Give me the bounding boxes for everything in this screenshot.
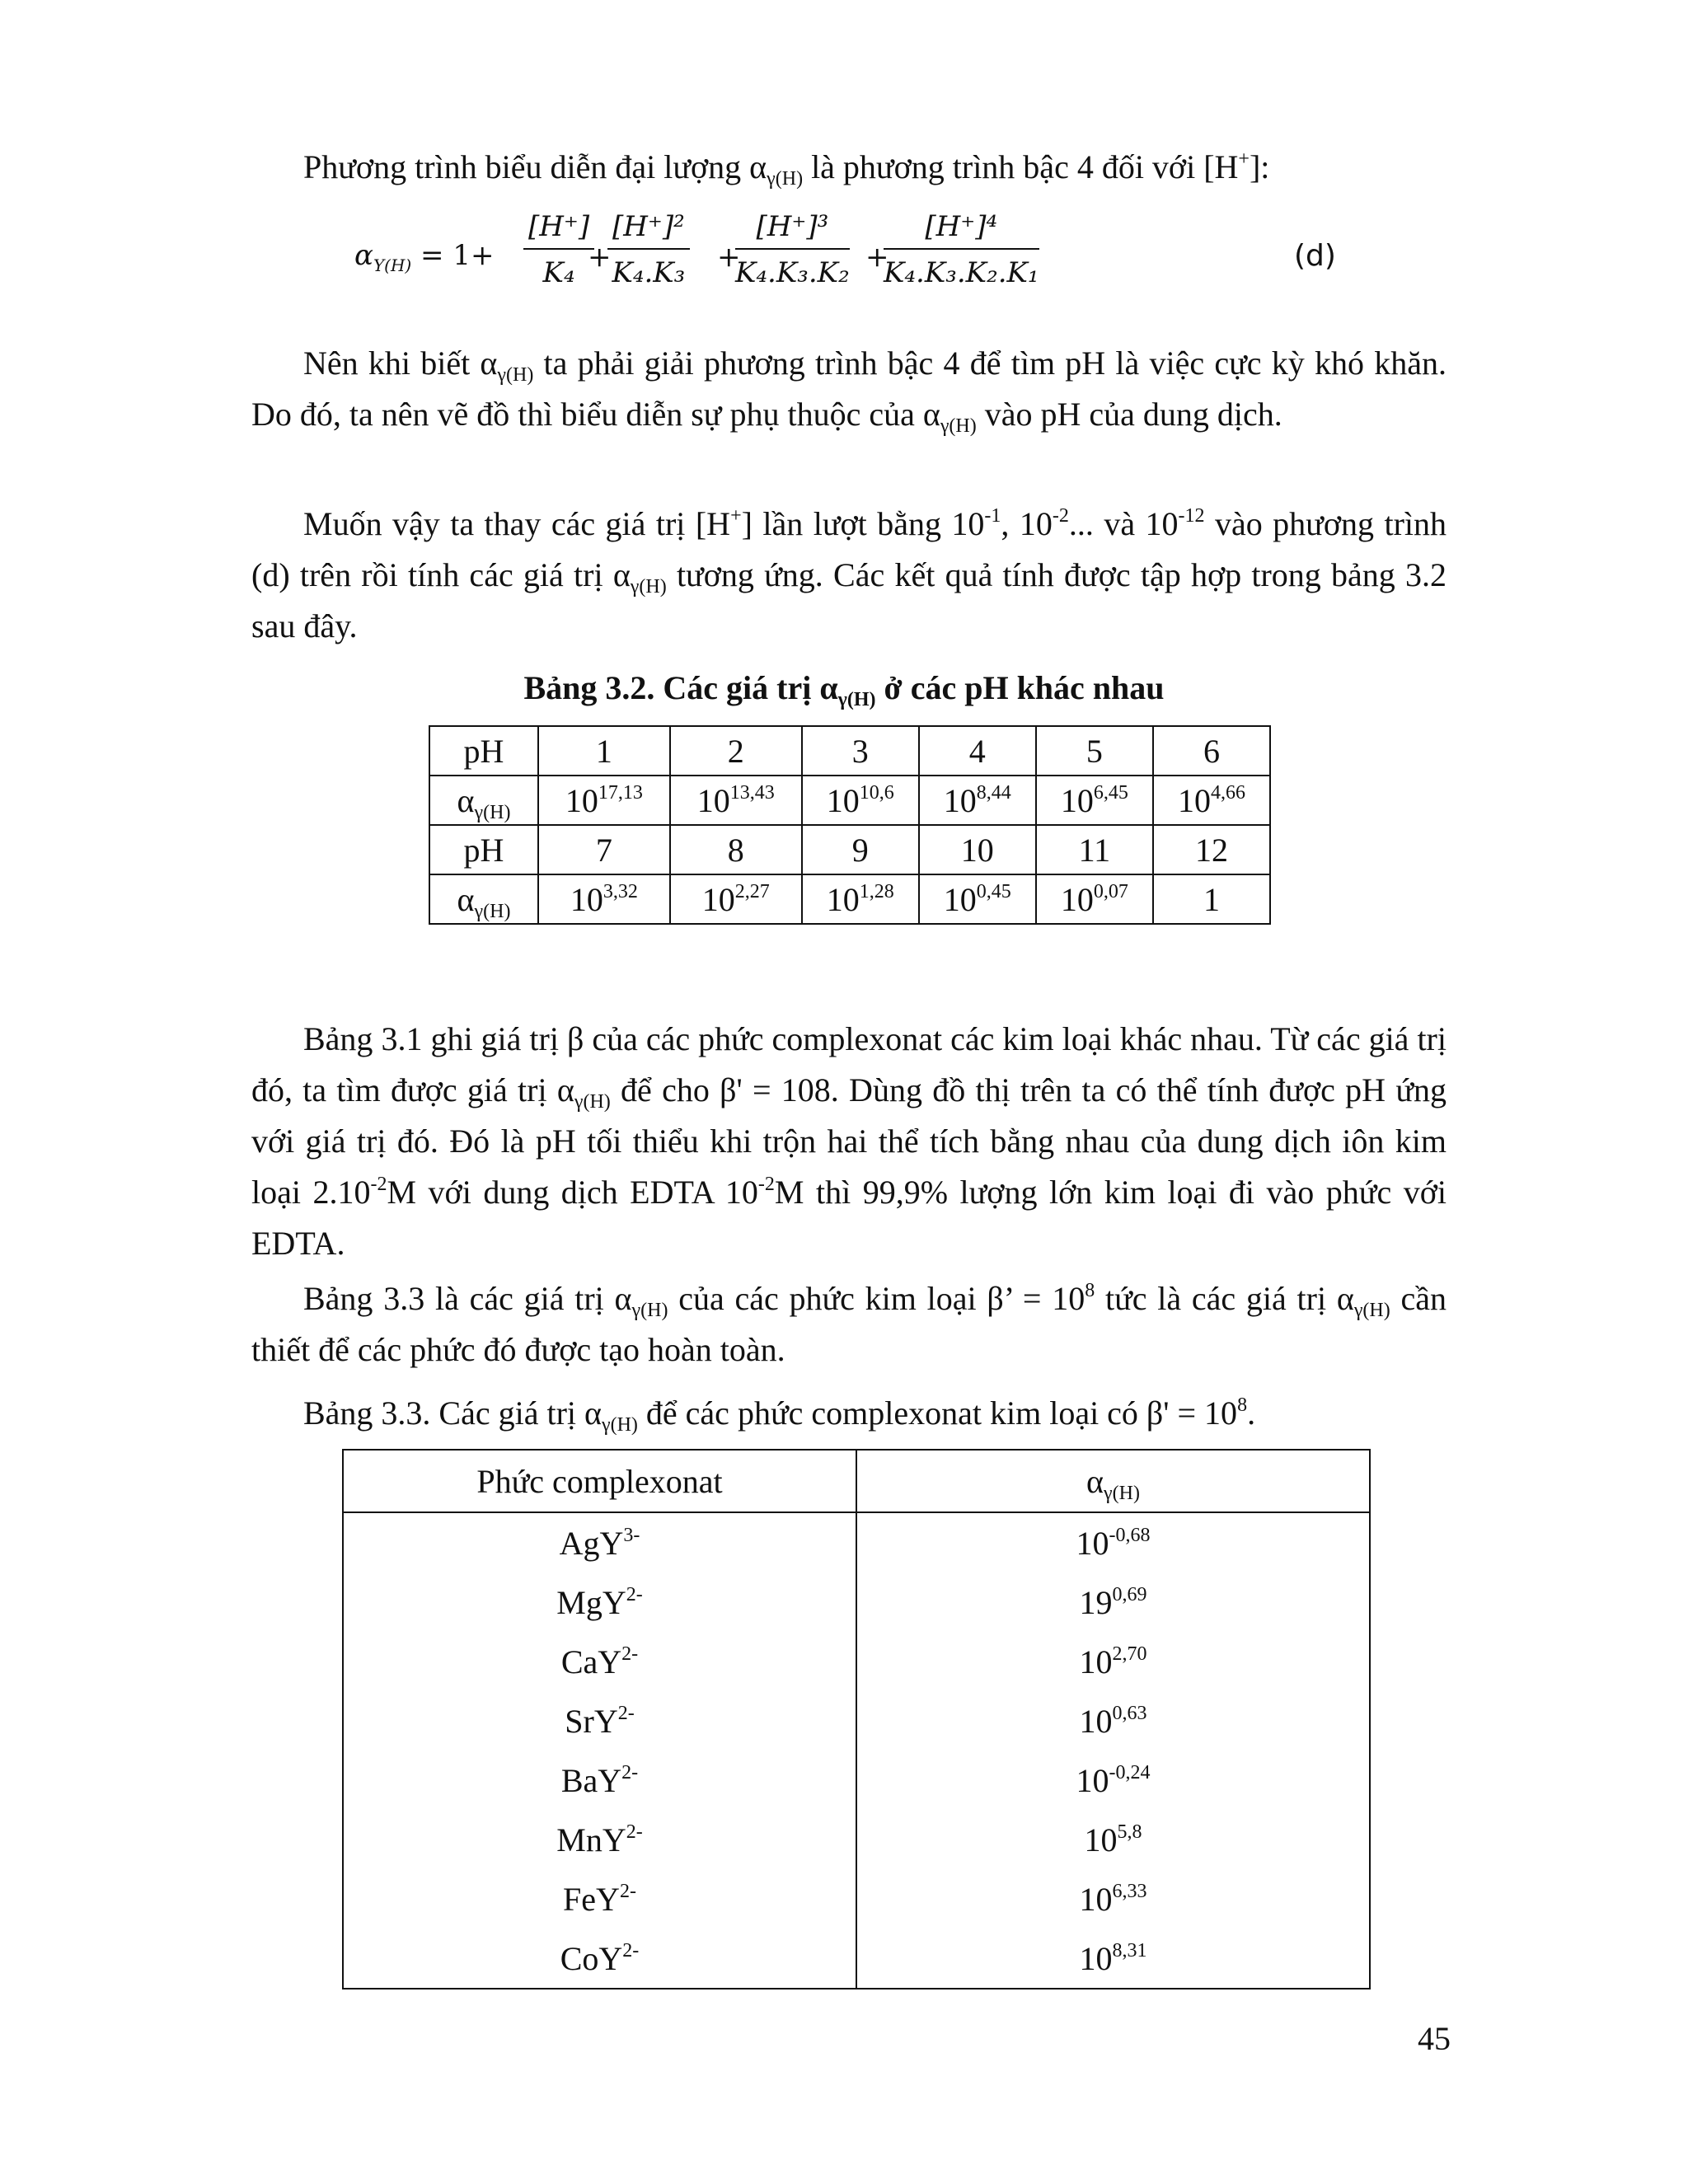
plus-sign: + — [588, 241, 612, 274]
table-row: CaY$^{2-}$ 10$^{2,70}$ — [343, 1632, 1370, 1691]
column-header-alpha: $\alpha_{\gamma(H)}$ — [856, 1450, 1370, 1512]
equation-term-1: $\frac{[H^+]}{\text{K₄}}$ — [523, 210, 594, 289]
table-row: AgY$^{3-}$ $10^{-0,68}$ — [343, 1512, 1370, 1572]
table-row: FeY$^{2-}$ 10$^{6,33}$ — [343, 1869, 1370, 1929]
table-row: $\alpha_{\gamma(H)}$ 10$^{17,13}$ 10$^{13,43}$ 10$^{10,6}$ 10$^{8,44}$ 10$^{6,45}$ 10$^{4,66}$ — [429, 776, 1270, 825]
equation-d — [354, 206, 1451, 313]
table-row: BaY$^{2-}$ $10^{-0,24}$ — [343, 1750, 1370, 1810]
table-header-row — [343, 1450, 1370, 1512]
equation-label: (d) — [1294, 239, 1336, 273]
table-row: pH 7 8 9 10 11 12 — [429, 825, 1270, 874]
paragraph-2: Nên khi biết $\alpha_{\gamma(H)}$ ta phải giải phương trình bậc 4 để tìm pH là việc cực kỳ khó khăn. Do đó, ta nên vẽ đồ thì biểu diễn sự phụ thuộc của $\alpha_{\gamma(H)}$ vào pH của dung dịch. — [251, 344, 1447, 437]
table-row: MnY$^{2-}$ 10$^{5,8}$ — [343, 1810, 1370, 1869]
plus-sign: + — [717, 241, 741, 274]
column-header-complex: Phức complexonat — [343, 1450, 856, 1512]
table-row: MgY$^{2-}$ 19$^{0,69}$ — [343, 1572, 1370, 1632]
equation-term-3: $\frac{\text{[H⁺]³}}{\text{K₄.K₃.K₂}}$ — [735, 210, 850, 289]
equation-term-4: $\frac{\text{[H⁺]⁴}}{\text{K₄.K₃.K₂.K₁}}$ — [884, 210, 1039, 289]
paragraph-intro: Phương trình biểu diễn đại lượng $\alpha_{\gamma(H)}$ là phương trình bậc 4 đối với [H+]: — [303, 148, 1270, 190]
equation-term-2: $\frac{\text{[H⁺]²}}{\text{K₄.K₃}}$ — [607, 210, 690, 289]
paragraph-4: Bảng 3.1 ghi giá trị β của các phức complexonat các kim loại khác nhau. Từ các giá trị đó, ta tìm được giá trị $\alpha_{\gamma(H)}$ để cho β' = 108. Dùng đồ thị trên ta có thể tính được pH ứng với giá trị đó. Đó là pH tối thiểu khi trộn hai thể tích bằng nhau của dung dịch iôn kim loại $2.10^{-2}M$ với dung dịch EDTA $10^{-2}M$ thì 99,9% lượng lớn kim loại đi vào phức với EDTA. — [251, 1020, 1447, 1262]
page-number: 45 — [1418, 2020, 1451, 2057]
table-row: $\alpha_{\gamma(H)}$ 10$^{3,32}$ 10$^{2,27}$ 10$^{1,28}$ 10$^{0,45}$ 10$^{0,07}$ 1 — [429, 874, 1270, 924]
equation-lhs: $\alpha_{Y(H)} = 1+$ — [354, 239, 495, 275]
plus-sign: + — [865, 241, 889, 274]
paragraph-3: Muốn vậy ta thay các giá trị [H+] lần lượt bằng $10^{-1}$, $10^{-2}$... và $10^{-12}$ vào phương trình (d) trên rồi tính các giá trị $\alpha_{\gamma(H)}$ tương ứng. Các kết quả tính được tập hợp trong bảng 3.2 sau đây. — [251, 505, 1447, 644]
paragraph-5: Bảng 3.3 là các giá trị $\alpha_{\gamma(H)}$ của các phức kim loại β’ = $10^8$ tức là các giá trị $\alpha_{\gamma(H)}$ cần thiết để các phức đó được tạo hoàn toàn. — [251, 1280, 1447, 1368]
table-3-3 — [342, 1449, 1371, 1990]
table-row: CoY$^{2-}$ 10$^{8,31}$ — [343, 1929, 1370, 1989]
table-row: pH 1 2 3 4 5 6 — [429, 726, 1270, 776]
table-3-2-caption: Bảng 3.2. Các giá trị $\alpha_{\gamma(H)}$ ở các pH khác nhau — [523, 669, 1165, 710]
table-3-3-caption: Bảng 3.3. Các giá trị $\alpha_{\gamma(H)}$ để các phức complexonat kim loại có $\beta' = 10^8$. — [303, 1394, 1256, 1436]
table-3-2 — [429, 725, 1271, 925]
table-row: SrY$^{2-}$ 10$^{0,63}$ — [343, 1691, 1370, 1750]
